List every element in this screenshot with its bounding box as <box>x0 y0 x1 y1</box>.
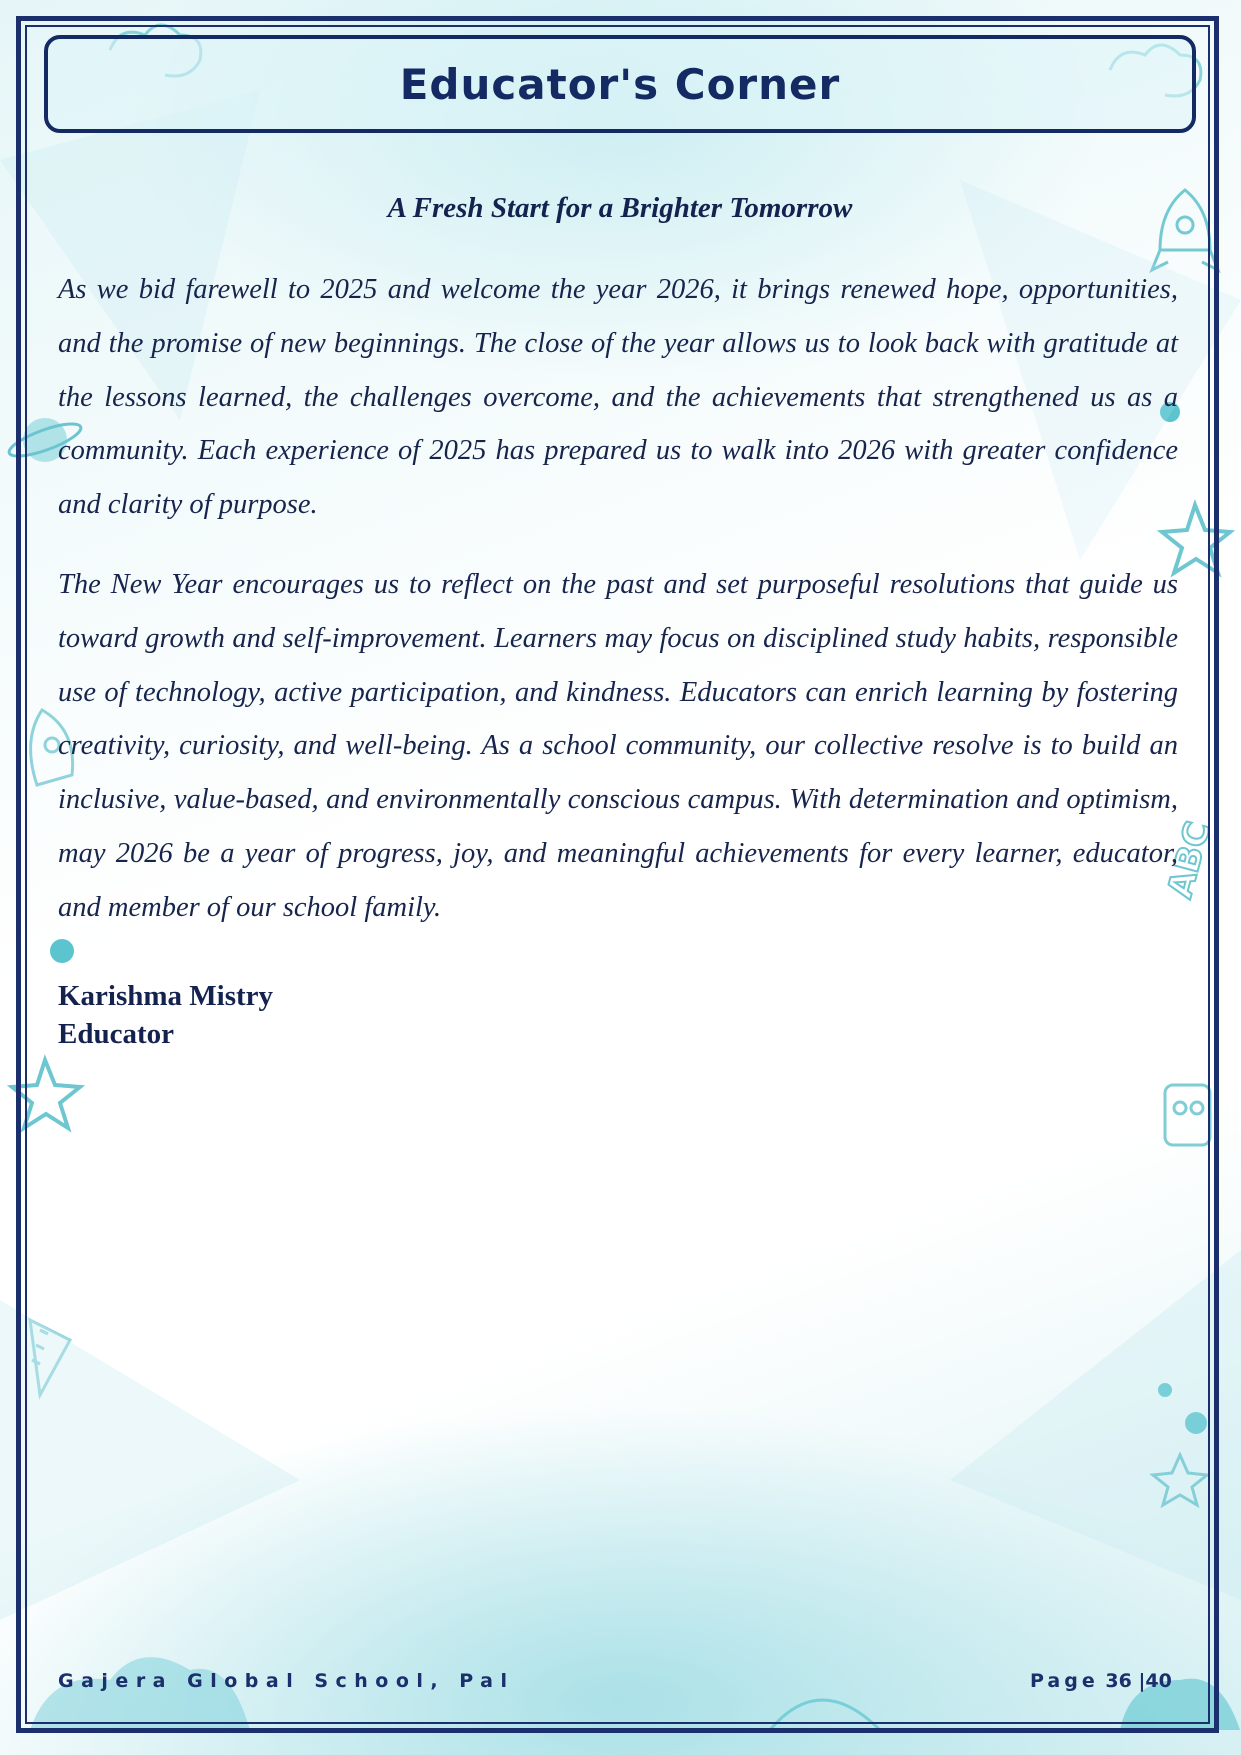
page-title: Educator's Corner <box>399 59 841 109</box>
article-paragraph-1: As we bid farewell to 2025 and welcome the year 2026, it brings renewed hope, opportunities, and the promise of new beginnings. The close of the year allows us to look back with gratitude at the lessons learned, the challenges overcome, and the achievements that strengthened us as a community. Each experience of 2025 has prepared us to walk into 2026 with greater confidence and clarity of purpose. <box>58 274 1178 521</box>
footer-page-label: Page <box>1030 1670 1099 1692</box>
footer-page-separator: | <box>1138 1670 1146 1692</box>
article-title: A Fresh Start for a Brighter Tomorrow <box>387 192 853 224</box>
footer-school-name: Gajera Global School, Pal <box>58 1670 515 1692</box>
article-paragraph-2: The New Year encourages us to reflect on the past and set purposeful resolutions that guide us toward growth and self-improvement. Learners may focus on disciplined study habits, responsible use of technology, active participation, and kindness. Educators can enrich learning by fostering creativity, curiosity, and well-being. As a school community, our collective resolve is to build an inclusive, value-based, and environmentally conscious campus. With determination and optimism, may 2026 be a year of progress, joy, and meaningful achievements for every learner, educator, and member of our school family. <box>58 569 1178 923</box>
signature-name: Karishma Mistry <box>58 980 274 1012</box>
header-banner <box>44 35 1196 133</box>
abc-doodle-icon: ABC <box>1160 817 1219 903</box>
footer-page-number <box>1030 1670 1172 1692</box>
signature-role: Educator <box>58 1018 174 1050</box>
footer-page-current: 36 <box>1105 1670 1132 1692</box>
footer-page-total: 40 <box>1145 1670 1172 1692</box>
